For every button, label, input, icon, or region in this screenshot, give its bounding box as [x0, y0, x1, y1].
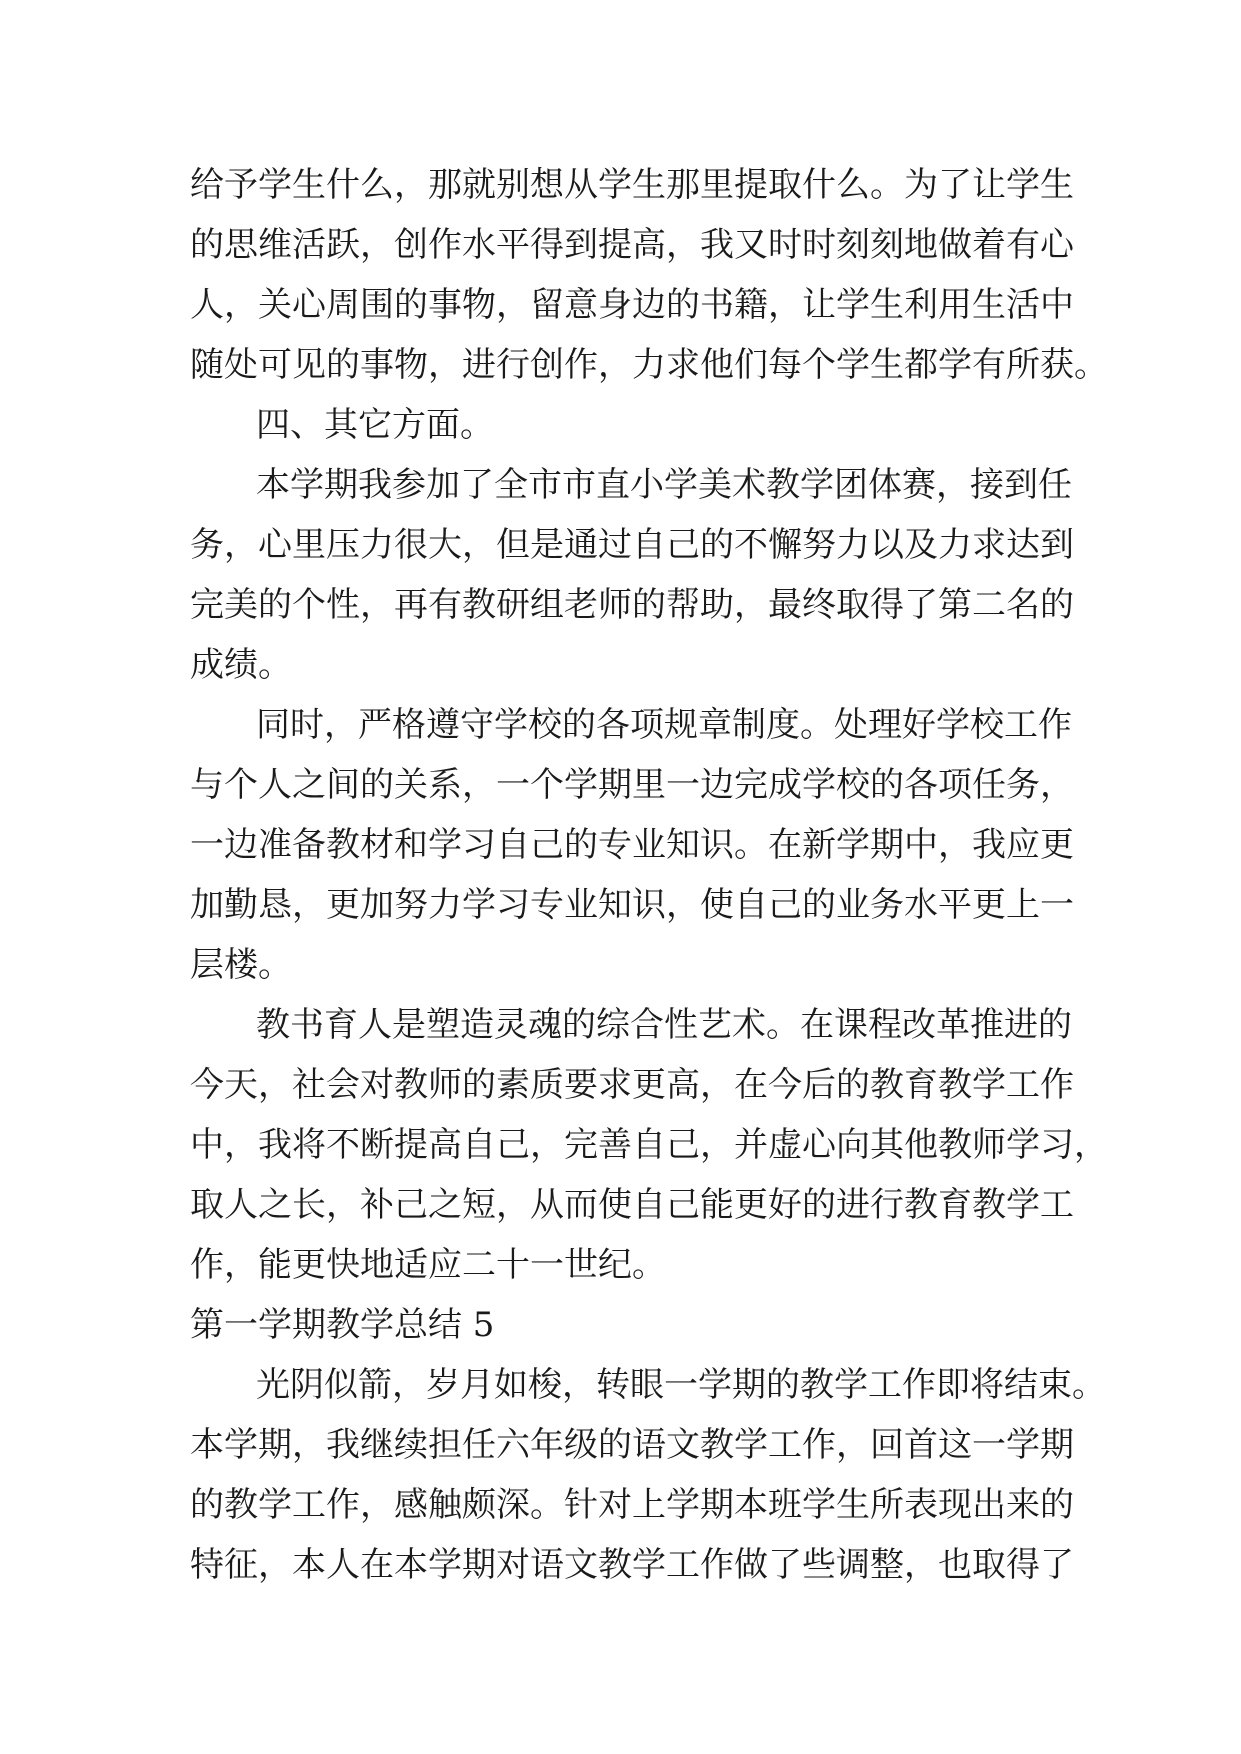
text-line: 取人之长，补己之短，从而使自己能更好的进行教育教学工: [190, 1185, 1074, 1225]
text-line: 中，我将不断提高自己，完善自己，并虚心向其他教师学习，: [190, 1125, 1108, 1165]
text-line: 一边准备教材和学习自己的专业知识。在新学期中，我应更: [190, 825, 1074, 865]
text-line: 同时，严格遵守学校的各项规章制度。处理好学校工作: [256, 705, 1072, 745]
text-line: 成绩。: [190, 645, 292, 685]
text-line: 务，心里压力很大，但是通过自己的不懈努力以及力求达到: [190, 525, 1074, 565]
document-body: [190, 155, 1108, 1595]
text-line: 层楼。: [190, 945, 292, 985]
text-line: 教书育人是塑造灵魂的综合性艺术。在课程改革推进的: [256, 1005, 1072, 1045]
text-line: 作，能更快地适应二十一世纪。: [190, 1245, 666, 1285]
text-line: 完美的个性，再有教研组老师的帮助，最终取得了第二名的: [190, 585, 1074, 625]
text-line: 与个人之间的关系，一个学期里一边完成学校的各项任务，: [190, 765, 1074, 805]
text-line: 本学期我参加了全市市直小学美术教学团体赛，接到任: [256, 465, 1072, 505]
text-line: 人，关心周围的事物，留意身边的书籍，让学生利用生活中: [190, 285, 1074, 325]
text-line: 四、其它方面。: [256, 405, 494, 445]
text-line: 加勤恳，更加努力学习专业知识，使自己的业务水平更上一: [190, 885, 1074, 925]
text-line: 随处可见的事物，进行创作，力求他们每个学生都学有所获。: [190, 345, 1108, 385]
text-line: 的思维活跃，创作水平得到提高，我又时时刻刻地做着有心: [190, 225, 1074, 265]
text-line: 光阴似箭，岁月如梭，转眼一学期的教学工作即将结束。: [256, 1365, 1106, 1405]
text-line: 给予学生什么，那就别想从学生那里提取什么。为了让学生: [190, 165, 1074, 205]
text-line: 今天，社会对教师的素质要求更高，在今后的教育教学工作: [190, 1065, 1074, 1105]
section-heading: 第一学期教学总结 5: [190, 1305, 495, 1345]
text-line: 的教学工作，感触颇深。针对上学期本班学生所表现出来的: [190, 1485, 1074, 1525]
text-line: 特征，本人在本学期对语文教学工作做了些调整，也取得了: [190, 1545, 1074, 1585]
text-line: 本学期，我继续担任六年级的语文教学工作，回首这一学期: [190, 1425, 1074, 1465]
